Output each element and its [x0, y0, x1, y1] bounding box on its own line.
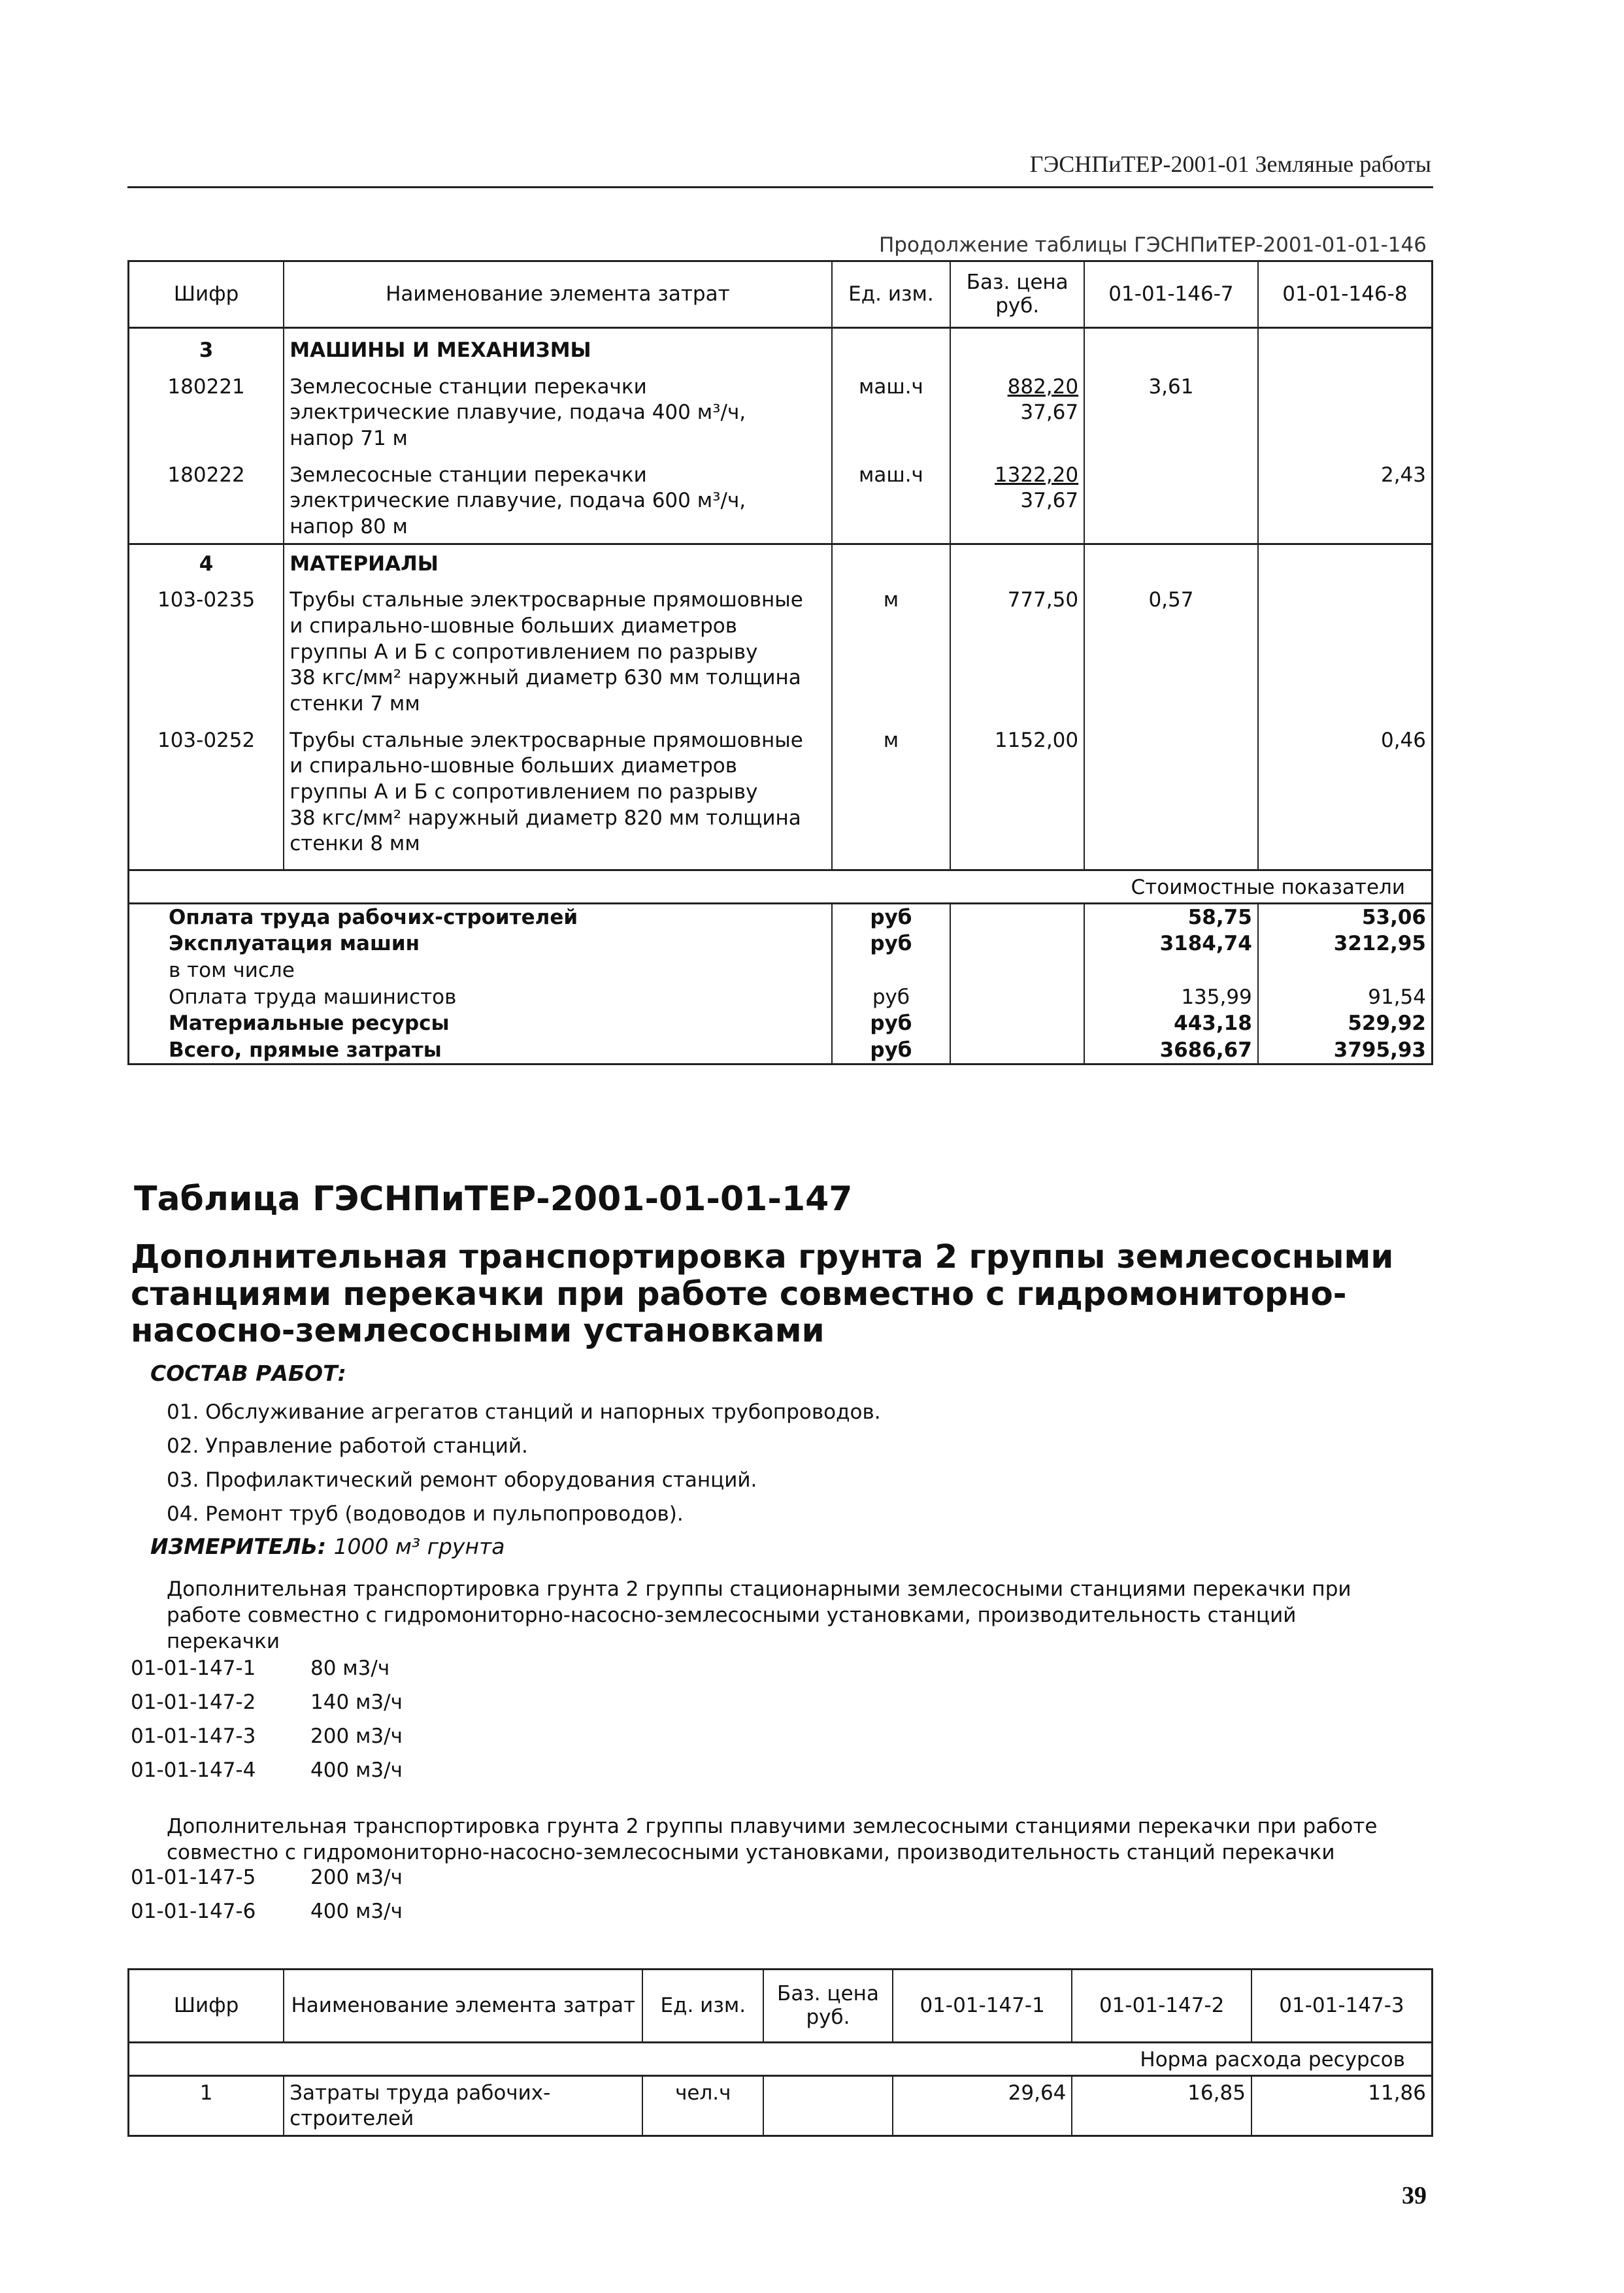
table-subtitle: Дополнительная транспортировка грунта 2 группы землесосными станциями перекачки при работе совместно с гидромониторно- насосно-землесосными установками — [131, 1238, 1394, 1349]
row-unit: маш.ч — [832, 455, 951, 544]
table-row — [129, 580, 1433, 719]
summary-value-146-7: 3184,74 — [1084, 931, 1258, 957]
work-composition-label: СОСТАВ РАБОТ: — [150, 1361, 346, 1386]
summary-unit: руб — [832, 984, 951, 1011]
row-name: Трубы стальные электросварные прямошовные и спирально-шовные больших диаметров группы А и Б с сопротивлением по разрыву 38 кгс/мм² наружный диаметр 630 мм толщина стенки 7 мм — [284, 580, 831, 719]
summary-row — [129, 1010, 1433, 1037]
row-value-147-1: 29,64 — [893, 2075, 1072, 2136]
list-item: 02. Управление работой станций. — [167, 1434, 528, 1458]
row-value-147-2: 16,85 — [1072, 2075, 1251, 2136]
summary-unit: руб — [832, 1010, 951, 1037]
summary-row — [129, 931, 1433, 957]
row-code: 1 — [199, 2081, 213, 2105]
row-code: 103-0235 — [157, 588, 256, 612]
list-item: 01-01-147-6 400 м3/ч — [131, 1900, 403, 1923]
row-unit: чел.ч — [642, 2075, 763, 2136]
summary-row — [129, 903, 1433, 931]
row-value-146-7 — [1084, 720, 1258, 860]
header-col-147-3: 01-01-147-3 — [1251, 1970, 1433, 2043]
row-price: 882,20 37,67 — [950, 367, 1084, 455]
section-row — [129, 544, 1433, 580]
row-price: 1322,20 37,67 — [950, 455, 1084, 544]
row-value-146-8: 2,43 — [1258, 455, 1433, 544]
code-list-stationary — [131, 1651, 403, 1787]
header-col-146-8: 01-01-146-8 — [1258, 261, 1433, 328]
list-item: 01-01-147-3 200 м3/ч — [131, 1724, 403, 1748]
table-title: Таблица ГЭСНПиТЕР-2001-01-01-147 — [134, 1179, 853, 1219]
summary-value-146-7: 3686,67 — [1084, 1037, 1258, 1064]
section-row — [129, 328, 1433, 367]
header-name: Наименование элемента затрат — [284, 1970, 642, 2043]
row-value-146-8 — [1258, 367, 1433, 455]
summary-value-146-8: 3212,95 — [1258, 931, 1433, 957]
summary-value-146-7: 58,75 — [1084, 903, 1258, 931]
row-value-146-7 — [1084, 455, 1258, 544]
cost-caption: Стоимостные показатели — [1131, 876, 1405, 900]
running-header: ГЭСНПиТЕР-2001-01 Земляные работы — [1029, 151, 1431, 177]
summary-row — [129, 957, 1433, 984]
summary-value-146-7: 443,18 — [1084, 1010, 1258, 1037]
header-unit: Ед. изм. — [642, 1970, 763, 2043]
header-unit: Ед. изм. — [832, 261, 951, 328]
table-row — [129, 720, 1433, 860]
summary-unit: руб — [832, 1037, 951, 1064]
section-number: 3 — [199, 338, 214, 362]
summary-label: Эксплуатация машин — [169, 932, 420, 956]
section-title: МАШИНЫ И МЕХАНИЗМЫ — [284, 328, 831, 367]
header-price: Баз. цена руб. — [763, 1970, 893, 2043]
meter-label: ИЗМЕРИТЕЛЬ: — [150, 1534, 327, 1559]
row-value-146-7: 3,61 — [1084, 367, 1258, 455]
header-col-146-7: 01-01-146-7 — [1084, 261, 1258, 328]
header-code: Шифр — [173, 282, 239, 306]
summary-value-146-8 — [1258, 957, 1433, 984]
list-item: 01-01-147-4 400 м3/ч — [131, 1758, 403, 1782]
list-item: 01-01-147-5 200 м3/ч — [131, 1866, 403, 1889]
summary-row — [129, 984, 1433, 1011]
summary-label: Оплата труда машинистов — [169, 985, 457, 1009]
row-unit: м — [832, 580, 951, 719]
section-number: 4 — [199, 552, 214, 576]
table-row — [129, 455, 1433, 544]
row-name: Затраты труда рабочих- строителей — [284, 2075, 642, 2136]
resource-table-147 — [127, 1968, 1433, 2137]
description-floating: Дополнительная транспортировка грунта 2 группы плавучими землесосными станциями перекачки при работе совместно с гидромониторно-насосно-землесосными установками, производительность станций перекачки — [167, 1815, 1378, 1864]
meter-value: 1000 м³ грунта — [333, 1534, 505, 1559]
row-unit: м — [832, 720, 951, 860]
header-col-147-2: 01-01-147-2 — [1072, 1970, 1251, 2043]
row-name: Землесосные станции перекачки электрические плавучие, подача 600 м³/ч, напор 80 м — [284, 455, 831, 544]
summary-value-146-8: 529,92 — [1258, 1010, 1433, 1037]
row-price — [763, 2075, 893, 2136]
list-item: 01. Обслуживание агрегатов станций и напорных трубопроводов. — [167, 1400, 881, 1424]
page-number: 39 — [1402, 2182, 1427, 2209]
summary-unit — [832, 957, 951, 984]
summary-value-146-8: 3795,93 — [1258, 1037, 1433, 1064]
summary-unit: руб — [832, 931, 951, 957]
table-header-row — [129, 261, 1433, 328]
row-value-146-8: 0,46 — [1258, 720, 1433, 860]
header-price: Баз. цена руб. — [950, 261, 1084, 328]
norm-caption: Норма расхода ресурсов — [1140, 2048, 1405, 2071]
norm-caption-row — [129, 2043, 1433, 2076]
header-code: Шифр — [173, 1993, 239, 2017]
row-value-146-8 — [1258, 580, 1433, 719]
row-name: Трубы стальные электросварные прямошовные и спирально-шовные больших диаметров группы А и Б с сопротивлением по разрыву 38 кгс/мм² наружный диаметр 820 мм толщина стенки 8 мм — [284, 720, 831, 860]
list-item: 01-01-147-1 80 м3/ч — [131, 1657, 390, 1680]
summary-value-146-7 — [1084, 957, 1258, 984]
row-name: Землесосные станции перекачки электрические плавучие, подача 400 м³/ч, напор 71 м — [284, 367, 831, 455]
summary-value-146-7: 135,99 — [1084, 984, 1258, 1011]
row-price: 1152,00 — [950, 720, 1084, 860]
summary-value-146-8: 91,54 — [1258, 984, 1433, 1011]
row-code: 103-0252 — [157, 728, 256, 752]
summary-label: в том числе — [169, 958, 295, 982]
list-item: 01-01-147-2 140 м3/ч — [131, 1691, 403, 1714]
meter-line — [150, 1534, 505, 1559]
row-unit: маш.ч — [832, 367, 951, 455]
row-price: 777,50 — [950, 580, 1084, 719]
row-value-147-3: 11,86 — [1251, 2075, 1433, 2136]
continuation-caption: Продолжение таблицы ГЭСНПиТЕР-2001-01-01-146 — [879, 233, 1427, 257]
summary-value-146-8: 53,06 — [1258, 903, 1433, 931]
code-list-floating — [131, 1860, 403, 1928]
list-item: 04. Ремонт труб (водоводов и пульпопроводов). — [167, 1502, 684, 1526]
row-value-146-7: 0,57 — [1084, 580, 1258, 719]
header-rule — [127, 186, 1433, 188]
cost-caption-row — [129, 870, 1433, 904]
row-code: 180222 — [167, 463, 245, 487]
table-header-row — [129, 1970, 1433, 2043]
work-list — [167, 1395, 881, 1531]
header-col-147-1: 01-01-147-1 — [893, 1970, 1072, 2043]
summary-label: Всего, прямые затраты — [169, 1038, 442, 1062]
list-item: 03. Профилактический ремонт оборудования станций. — [167, 1468, 757, 1492]
description-stationary: Дополнительная транспортировка грунта 2 группы стационарными землесосными станциями перекачки при работе совместно с гидромониторно-насосно-землесосными установками, производительность станций перекачки — [167, 1577, 1351, 1653]
summary-label: Оплата труда рабочих-строителей — [169, 905, 578, 929]
section-title: МАТЕРИАЛЫ — [284, 544, 831, 580]
summary-unit: руб — [832, 903, 951, 931]
row-code: 180221 — [167, 374, 245, 399]
table-row — [129, 2075, 1433, 2136]
resource-table-146 — [127, 260, 1433, 1065]
summary-row — [129, 1037, 1433, 1064]
header-name: Наименование элемента затрат — [284, 261, 831, 328]
table-row — [129, 367, 1433, 455]
summary-label: Материальные ресурсы — [169, 1012, 450, 1036]
